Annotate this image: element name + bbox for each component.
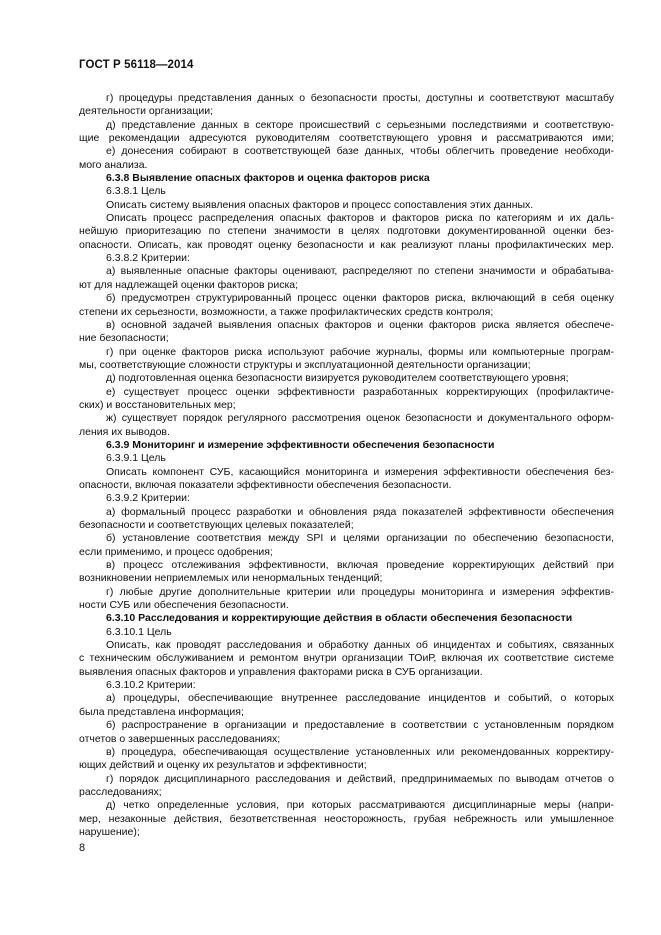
- text-line: в) процесс отслеживания эффективности, включая проведение корректирующих действий при: [106, 559, 614, 572]
- text-line: в) процедура, обеспечивающая осуществление установленных или рекомендованных корректиру-: [106, 745, 614, 758]
- text-line: если применимо, и процесс одобрения;: [79, 545, 273, 558]
- text-line: г) любые другие дополнительные критерии или процедуры мониторинга и измерения эффектив-: [106, 585, 614, 598]
- text-line: е) существует процесс оценки эффективности разработанных корректирующих (профилактиче-: [106, 385, 614, 398]
- text-line: Описать систему выявления опасных факторов и процесс сопоставления этих данных.: [106, 198, 534, 211]
- text-line: мого анализа.: [79, 158, 148, 171]
- text-line: б) установление соответствия между SPI и целями организации по обеспечению безопасности,: [106, 532, 614, 545]
- page-number: 8: [79, 842, 86, 854]
- text-line: ние безопасности;: [79, 332, 169, 345]
- text-line: а) процедуры, обеспечивающие внутреннее расследование инцидентов и событий, о которых: [106, 692, 614, 705]
- text-line: опасности. Описать, как проводят оценку безопасности и как реализуют планы профилактических мер.: [79, 238, 614, 251]
- section-heading: 6.3.10 Расследования и корректирующие действия в области обеспечения безопасности: [106, 612, 573, 625]
- text-line: ских) и восстановительных мер;: [79, 398, 236, 411]
- text-line: возникновении неприемлемых или ненормальных тенденций;: [79, 572, 383, 585]
- document-header: ГОСТ Р 56118—2014: [79, 59, 194, 71]
- text-line: нарушение);: [79, 825, 140, 838]
- text-line: а) выявленные опасные факторы оценивают, распределяют по степени значимости и обрабатыва-: [106, 265, 614, 278]
- text-line: 6.3.8.2 Критерии:: [106, 252, 190, 265]
- text-line: нейшую приоритезацию по степени значимости в целях подготовки документированной оценки без-: [79, 225, 614, 238]
- section-heading: 6.3.8 Выявление опасных факторов и оценка факторов риска: [106, 172, 430, 185]
- text-line: б) предусмотрен структурированный процесс оценки факторов риска, включающий в себя оценку: [106, 292, 614, 305]
- text-line: безопасности и соответствующих целевых показателей;: [79, 519, 354, 531]
- text-line: мер, незаконные действия, безответственная неосторожность, грубая небрежность или умышленное: [79, 812, 614, 825]
- text-line: в) основной задачей выявления опасных факторов и оценки факторов риска является обеспече-: [106, 318, 614, 331]
- section-heading: 6.3.9 Мониторинг и измерение эффективности обеспечения безопасности: [106, 438, 495, 451]
- text-line: Описать, как проводят расследования и обработку данных об инцидентах и событиях, связанных: [106, 639, 614, 652]
- text-line: с техническим обслуживанием и ремонтом внутри организации ТОиР, включая их соответствие системе: [79, 652, 614, 665]
- text-line: д) подготовленная оценка безопасности визируется руководителем соответствующего уровня;: [106, 372, 569, 385]
- text-line: была представлена информация;: [79, 705, 244, 718]
- text-line: е) донесения собирают в соответствующей базе данных, чтобы облегчить проведение необходи-: [106, 145, 614, 158]
- text-line: г) при оценке факторов риска используют рабочие журналы, формы или компьютерные програм-: [106, 345, 614, 358]
- text-line: ности СУБ или обеспечения безопасности.: [79, 599, 289, 612]
- text-line: 6.3.10.1 Цель: [106, 625, 172, 638]
- text-line: ж) существует порядок регулярного рассмотрения оценок безопасности и документального оформ-: [106, 412, 614, 425]
- text-line: 6.3.9.2 Критерии:: [106, 492, 190, 505]
- text-line: Описать компонент СУБ, касающийся мониторинга и измерения эффективности обеспечения без-: [106, 465, 614, 478]
- text-line: б) распространение в организации и предоставление в соответствии с установленным порядком: [106, 719, 614, 732]
- text-line: отчетов о завершенных расследованиях;: [79, 732, 281, 745]
- text-line: ющих действий и оценку их результатов и эффективности;: [79, 759, 367, 772]
- text-line: степени их серьезности, возможности, а также профилактических средств контроля;: [79, 305, 494, 318]
- text-line: 6.3.8.1 Цель: [106, 185, 166, 198]
- text-line: ления их выводов.: [79, 425, 170, 438]
- text-line: 6.3.10.2 Критерии:: [106, 679, 196, 692]
- text-line: деятельности организации;: [79, 105, 214, 118]
- text-line: д) представление данных в секторе происшествий с серьезными последствиями и соответствую-: [106, 118, 614, 131]
- body-text: [79, 92, 614, 839]
- text-line: щие рекомендации адресуются руководителям соответствующего уровня и рассматриваются ими;: [79, 132, 614, 145]
- text-line: Описать процесс распределения опасных факторов и факторов риска по категориям и их даль-: [106, 212, 614, 225]
- text-line: выявления опасных факторов и управления факторами риска в СУБ организации.: [79, 665, 483, 678]
- text-line: а) формальный процесс разработки и обновления ряда показателей эффективности обеспечения: [106, 505, 614, 518]
- text-line: мы, соответствующие сложности структуры и эксплуатационной деятельности организации;: [79, 358, 531, 371]
- text-line: опасности, включая показатели эффективности обеспечения безопасности.: [79, 478, 452, 491]
- text-line: д) четко определенные условия, при которых рассматриваются дисциплинарные меры (напри-: [106, 799, 614, 812]
- text-line: г) процедуры представления данных о безопасности просты, доступны и соответствуют масштабу: [106, 92, 614, 104]
- text-line: ют для надлежащей оценки факторов риска;: [79, 278, 299, 291]
- text-line: 6.3.9.1 Цель: [106, 452, 166, 465]
- text-line: расследованиях;: [79, 785, 162, 798]
- text-line: г) порядок дисциплинарного расследования и действий, предпринимаемых по выводам отчетов о: [106, 772, 614, 785]
